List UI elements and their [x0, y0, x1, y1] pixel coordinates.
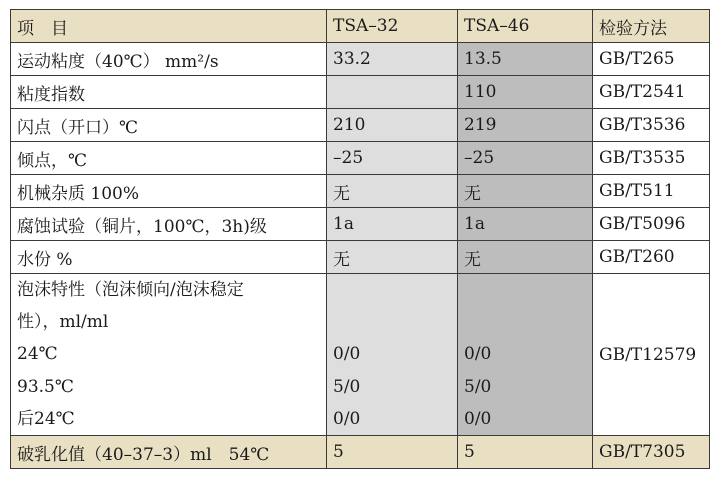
spec-table	[10, 9, 710, 469]
row-item: 水份 %	[11, 241, 327, 274]
foam-value: 5/0	[333, 376, 361, 397]
row-tsa32: –25	[327, 142, 458, 175]
row-item: 机械杂质 100%	[11, 175, 327, 208]
header-item: 项 目	[11, 10, 327, 43]
row-method: GB/T2541	[593, 76, 710, 109]
header-row	[11, 10, 710, 43]
row-method: GB/T511	[593, 175, 710, 208]
table-row	[11, 175, 710, 208]
row-method: GB/T3535	[593, 142, 710, 175]
foam-tsa32	[327, 274, 458, 436]
row-tsa46: 1a	[458, 208, 593, 241]
row-item: 运动粘度（40℃） mm²/s	[11, 43, 327, 76]
row-tsa32: 210	[327, 109, 458, 142]
foam-title-line2: 性），ml/ml	[17, 312, 109, 333]
row-method: GB/T5096	[593, 208, 710, 241]
row-tsa32	[327, 76, 458, 109]
row-tsa46: 无	[458, 241, 593, 274]
row-tsa32: 5	[327, 436, 458, 469]
row-method: GB/T7305	[593, 436, 710, 469]
row-item: 倾点，℃	[11, 142, 327, 175]
row-item: 闪点（开口）℃	[11, 109, 327, 142]
row-method: GB/T265	[593, 43, 710, 76]
foam-value: 5/0	[464, 376, 492, 397]
row-tsa46: –25	[458, 142, 593, 175]
row-tsa46: 13.5	[458, 43, 593, 76]
foam-value: 0/0	[333, 344, 361, 365]
table-row	[11, 436, 710, 469]
row-tsa32: 33.2	[327, 43, 458, 76]
row-item: 腐蚀试验（铜片，100℃，3h)级	[11, 208, 327, 241]
table-row	[11, 142, 710, 175]
table-row	[11, 76, 710, 109]
row-tsa32: 1a	[327, 208, 458, 241]
row-item: 破乳化值（40–37–3）ml 54℃	[11, 436, 327, 469]
row-tsa46: 110	[458, 76, 593, 109]
foam-value: 0/0	[464, 344, 492, 365]
header-tsa46: TSA–46	[458, 10, 593, 43]
row-method: GB/T260	[593, 241, 710, 274]
foam-item	[11, 274, 327, 436]
row-tsa46: 219	[458, 109, 593, 142]
header-method: 检验方法	[593, 10, 710, 43]
header-tsa32: TSA–32	[327, 10, 458, 43]
foam-row	[11, 274, 710, 436]
foam-tsa46	[458, 274, 593, 436]
row-item: 粘度指数	[11, 76, 327, 109]
foam-method: GB/T12579	[593, 274, 710, 436]
foam-value: 0/0	[333, 408, 361, 429]
foam-sub-label: 24℃	[17, 344, 58, 365]
foam-value: 0/0	[464, 408, 492, 429]
table-row	[11, 109, 710, 142]
table-row	[11, 43, 710, 76]
foam-sub-label: 93.5℃	[17, 376, 74, 397]
row-tsa46: 5	[458, 436, 593, 469]
table-row	[11, 241, 710, 274]
foam-sub-label: 后24℃	[17, 408, 75, 429]
row-tsa32: 无	[327, 241, 458, 274]
table-row	[11, 208, 710, 241]
row-tsa46: 无	[458, 175, 593, 208]
row-tsa32: 无	[327, 175, 458, 208]
foam-title-line1: 泡沫特性（泡沫倾向/泡沫稳定	[17, 280, 244, 300]
row-method: GB/T3536	[593, 109, 710, 142]
